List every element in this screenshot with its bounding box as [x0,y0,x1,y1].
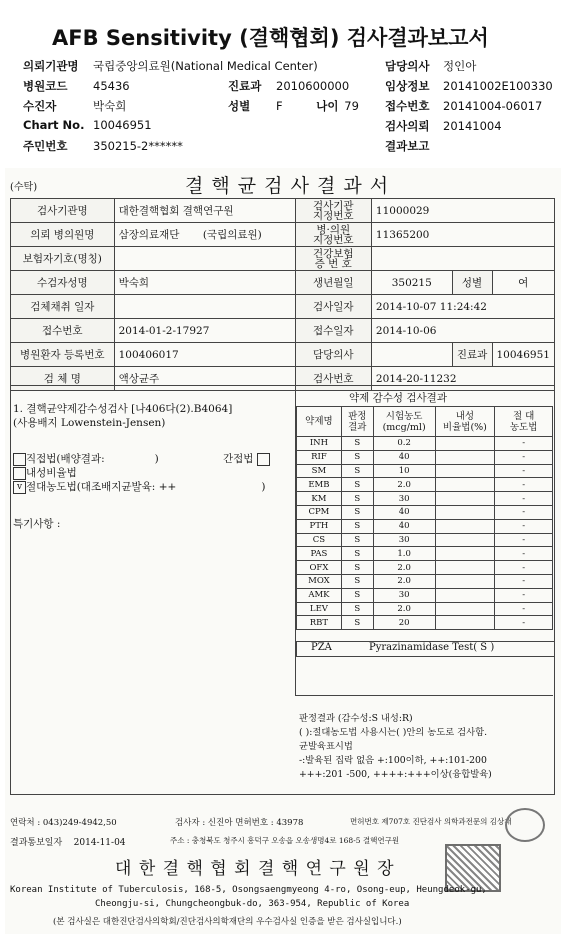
value-sex: F [276,99,283,113]
drug-cell [435,547,495,561]
drug-col-header: 내성 비율법(%) [435,407,495,437]
cell-exam-date-value: 2014-10-07 11:24:42 [371,295,554,319]
label-chart-no: Chart No. [23,118,85,132]
drug-table [296,406,553,630]
footer-license: 면허번호 제707호 진단검사 의학과전문의 김상재 [350,817,512,826]
drug-row [297,533,553,547]
drug-cell: EMB [297,478,342,492]
absolute-value: ++ [158,481,177,493]
drug-table-title: 약제 감수성 검사결과 [349,392,447,404]
cell-inst-code-label: 검사기관 지정번호 [295,199,371,223]
cell-patient-label: 수검자성명 [11,271,115,295]
drug-cell: KM [297,492,342,506]
drug-cell: RBT [297,616,342,630]
drug-cell: 2.0 [373,478,435,492]
cell-collect-value [114,295,295,319]
drug-col-header: 시험농도 (mcg/ml) [373,407,435,437]
drug-cell [435,561,495,575]
ratio-checkbox[interactable] [13,467,26,480]
cell-dept-value: 10046951 [492,343,555,367]
drug-cell: OFX [297,561,342,575]
cell-recv-no-value: 2014-01-2-17927 [114,319,295,343]
drug-cell: S [341,492,373,506]
drug-cell: 2.0 [373,561,435,575]
cell-inst-value: 대한결핵협회 결핵연구원 [114,199,295,223]
drug-cell: S [341,478,373,492]
drug-row [297,616,553,630]
label-patient: 수진자 [23,99,57,113]
drug-cell: - [495,505,553,519]
drug-col-header: 약제명 [297,407,342,437]
drug-cell: S [341,533,373,547]
drug-cell: - [495,616,553,630]
footer-phone: 연락처 : 043)249-4942,50 [10,818,117,828]
drug-cell [435,505,495,519]
form-tag: (수탁) [10,182,38,193]
cell-reg-value: 100406017 [114,343,295,367]
cell-recv-date-value: 2014-10-06 [371,319,554,343]
drug-cell: CS [297,533,342,547]
judgement-notes: 판정결과 (감수성:S 내성:R) ( ):절대농도법 사용시는( )안의 농도로 검사함. 균발육표시법 -:발육된 집락 없음 +:100이하, ++:101-200 +++:201 -500, ++++:+++이상(융합발육) [299,713,492,780]
value-institution: 국립중앙의료원(National Medical Center) [93,59,318,73]
value-patient: 박숙희 [93,99,127,113]
label-doctor: 담당의사 [385,59,430,73]
drug-cell [435,519,495,533]
value-clinical-info: 20141002E100330 [443,79,553,93]
value-resident-no: 350215-2****** [93,139,183,153]
cell-collect-label: 검체채취 일자 [11,295,115,319]
drug-cell [435,437,495,451]
drug-cell: S [341,547,373,561]
drug-row [297,547,553,561]
drug-row [297,519,553,533]
drug-cell: 30 [373,588,435,602]
cell-dob-label: 생년월일 [295,271,371,295]
value-doctor: 정인아 [443,59,477,73]
judgement-divider [295,695,553,696]
footer-report-date: 결과통보일자 2014-11-04 [10,838,126,848]
drug-cell [435,616,495,630]
drug-cell [435,450,495,464]
drug-cell: S [341,588,373,602]
drug-cell: 20 [373,616,435,630]
drug-cell: - [495,574,553,588]
cell-specimen-value: 액상균주 [114,367,295,391]
label-result-report: 결과보고 [385,139,430,153]
cell-recv-no-label: 접수번호 [11,319,115,343]
drug-cell [435,588,495,602]
drug-cell [435,533,495,547]
form-title: 결 핵 균 검 사 결 과 서 [185,175,390,197]
drug-cell: 40 [373,519,435,533]
cell-sex-value: 여 [492,271,555,295]
drug-row [297,464,553,478]
drug-row [297,588,553,602]
drug-col-header: 절 대 농도법 [495,407,553,437]
cell-inst-code-value: 11000029 [371,199,554,223]
scanned-form [5,168,561,934]
indirect-method: 간접법 [223,451,270,466]
drug-cell: 30 [373,492,435,506]
pza-value: Pyrazinamidase Test( S ) [369,642,495,653]
value-chart-no: 10046951 [93,118,152,132]
label-hospital-code: 병원코드 [23,79,68,93]
drug-cell: - [495,561,553,575]
ratio-method: 내성비율법 [13,465,77,480]
drug-cell [435,574,495,588]
drug-row [297,478,553,492]
drug-cell: 2.0 [373,602,435,616]
label-clinical-info: 임상정보 [385,79,430,93]
drug-row [297,492,553,506]
drug-cell: - [495,450,553,464]
drug-cell: - [495,547,553,561]
drug-cell: 0.2 [373,437,435,451]
direct-method: 직접법(배양결과: ) [13,451,159,466]
drug-cell: S [341,464,373,478]
label-resident-no: 주민번호 [23,139,68,153]
drug-cell: S [341,574,373,588]
drug-cell: - [495,602,553,616]
drug-cell: - [495,533,553,547]
drug-cell: 10 [373,464,435,478]
pza-row [296,641,555,657]
label-receipt-no: 접수번호 [385,99,430,113]
cell-dept-label: 진료과 [452,343,492,367]
drug-cell: - [495,492,553,506]
drug-cell: CPM [297,505,342,519]
cell-insure-value [114,247,295,271]
cell-reg-label: 병원환자 등록번호 [11,343,115,367]
cell-dob-value: 350215 [371,271,452,295]
cell-hosp-code-value: 11365200 [371,223,554,247]
direct-checkbox[interactable] [13,453,26,466]
drug-cell: S [341,561,373,575]
cell-hosp-value: 삼장의료재단 (국립의료원) [114,223,295,247]
label-age: 나이 [316,99,339,113]
cell-hosp-code-label: 병·의원 지정번호 [295,223,371,247]
drug-cell: MOX [297,574,342,588]
medium-line: (사용배지 Lowenstein-Jensen) [13,417,166,429]
drug-cell: SM [297,464,342,478]
remarks-label: 특기사항 : [13,518,61,530]
cell-exam-no-value: 2014-20-11232 [371,367,554,391]
cell-sex-label: 성별 [452,271,492,295]
drug-cell [435,492,495,506]
drug-cell [435,478,495,492]
drug-cell: - [495,519,553,533]
drug-cell: 30 [373,533,435,547]
value-receipt-no: 20141004-06017 [443,99,543,113]
cell-insure-code-value [371,247,554,271]
footer-org-name: 대 한 결 핵 협 회 결 핵 연 구 원 장 [115,859,395,879]
drug-row [297,450,553,464]
label-sex: 성별 [228,99,251,113]
cell-inst-label: 검사기관명 [11,199,115,223]
round-seal-icon [505,808,545,842]
cell-specimen-label: 검 체 명 [11,367,115,391]
drug-cell: S [341,450,373,464]
absolute-checkbox[interactable]: v [13,481,26,494]
drug-cell: S [341,505,373,519]
cell-patient-value: 박숙희 [114,271,295,295]
drug-cell: 40 [373,505,435,519]
value-age: 79 [344,99,359,113]
cell-insure-label: 보험자기호(명칭) [11,247,115,271]
drug-cell: PTH [297,519,342,533]
drug-cell: S [341,519,373,533]
drug-cell: AMK [297,588,342,602]
cell-insure-code-label: 건강보험 증 번 호 [295,247,371,271]
drug-cell: - [495,464,553,478]
value-dept: 2010600000 [276,79,350,93]
footer-eng1: Korean Institute of Tuberculosis, 168-5, Osongsaengmyeong 4-ro, Osong-eup, Heungdeok-gu, [10,885,487,895]
value-hospital-code: 45436 [93,79,130,93]
cell-doctor-value [371,343,452,367]
cell-doctor-label: 담당의사 [295,343,371,367]
drug-row [297,602,553,616]
drug-cell: - [495,478,553,492]
value-request-date: 20141004 [443,119,502,133]
drug-row [297,437,553,451]
drug-cell: - [495,437,553,451]
label-request-date: 검사의뢰 [385,119,430,133]
footer-address: 주소 : 충청북도 청주시 흥덕구 오송읍 오송생명4로 168-5 결핵연구원 [170,836,400,845]
header-right [385,58,553,158]
drug-row [297,561,553,575]
report-title: AFB Sensitivity (결핵협회) 검사결과보고서 [52,26,489,50]
drug-cell: S [341,602,373,616]
absolute-method: v 절대농도법(대조배지균발육: ++ ) [13,479,265,494]
cell-exam-no-label: 검사번호 [295,367,371,391]
drug-col-header: 판정 결과 [341,407,373,437]
drug-cell: 40 [373,450,435,464]
drug-cell [435,602,495,616]
footer-note: (본 검사실은 대한진단검사의학회/진단검사의학재단의 우수검사실 인증을 받은 검사실입니다.) [53,917,402,927]
cell-recv-date-label: 접수일자 [295,319,371,343]
drug-cell: S [341,616,373,630]
drug-cell: RIF [297,450,342,464]
header-mid [228,78,359,118]
label-institution: 의뢰기관명 [23,59,79,73]
cell-hosp-label: 의뢰 병의원명 [11,223,115,247]
drug-row [297,574,553,588]
footer-eng2: Cheongju-si, Chungcheongbuk-do, 363-954, Republic of Korea [95,899,410,909]
drug-cell: - [495,588,553,602]
footer-examiner: 검사자 : 신진아 면허번호 : 43978 [175,818,304,828]
indirect-checkbox[interactable] [257,453,270,466]
drug-row [297,505,553,519]
drug-cell [435,464,495,478]
drug-cell: S [341,437,373,451]
pza-label: PZA [311,642,332,653]
drug-cell: PAS [297,547,342,561]
drug-cell: LEV [297,602,342,616]
drug-cell: INH [297,437,342,451]
info-table [10,198,555,391]
method-line: 1. 결핵균약제감수성검사 [나406다(2).B4064] [13,403,233,415]
drug-cell: 2.0 [373,574,435,588]
cell-exam-date-label: 검사일자 [295,295,371,319]
label-dept: 진료과 [228,79,262,93]
drug-cell: 1.0 [373,547,435,561]
